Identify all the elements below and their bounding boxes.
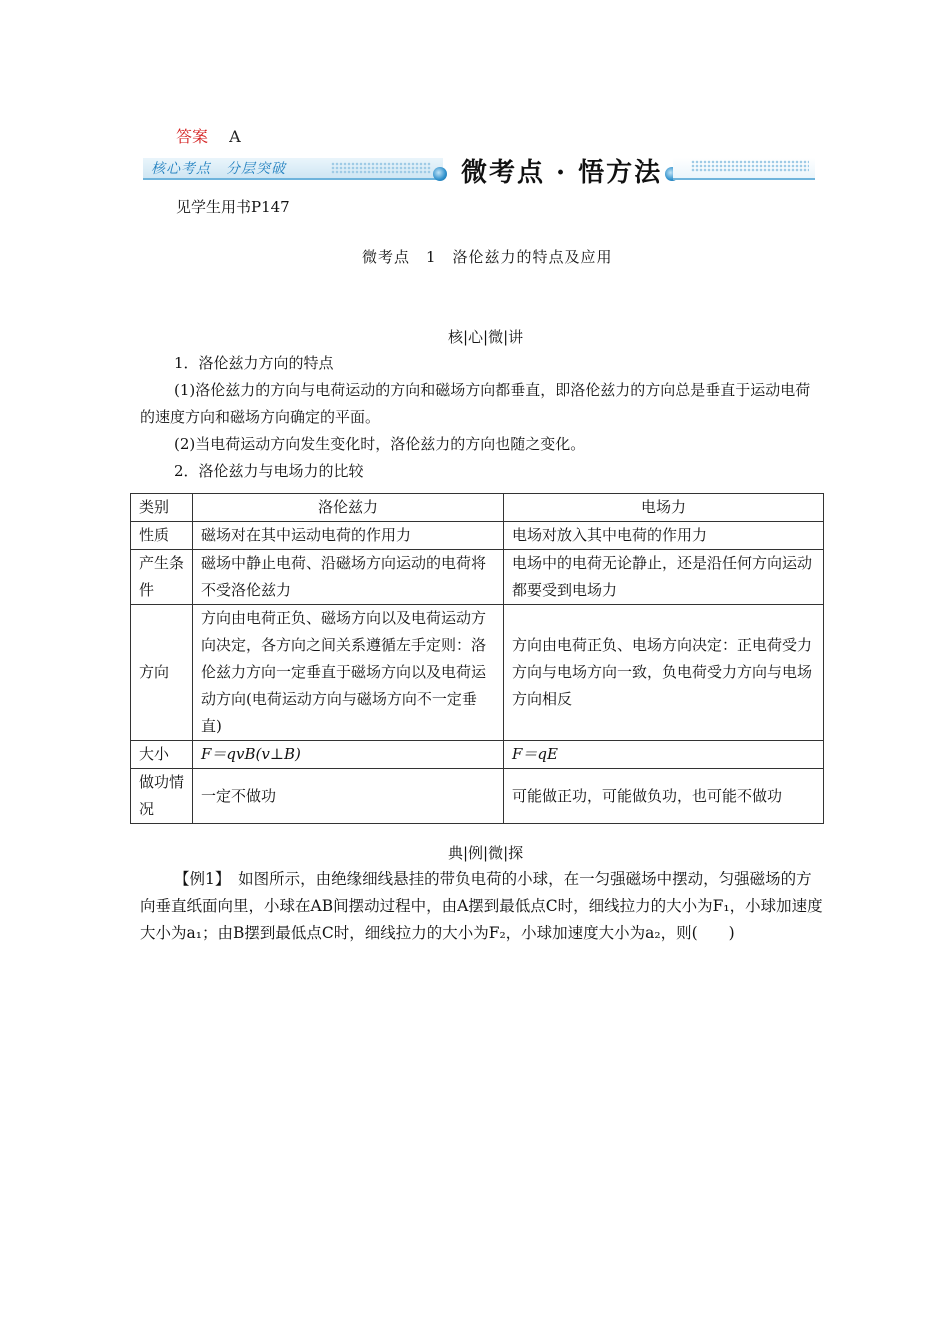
table-header-row	[131, 494, 824, 522]
row-lorentz: 磁场中静止电荷、沿磁场方向运动的电荷将不受洛伦兹力	[193, 550, 504, 605]
example-1	[140, 866, 824, 947]
table-row	[131, 769, 824, 824]
answer-value: A	[229, 127, 241, 146]
row-category: 产生条件	[131, 550, 193, 605]
example-1-text: 如图所示，由绝缘细线悬挂的带负电荷的小球，在一匀强磁场中摆动，匀强磁场的方向垂直纸面向里，小球在AB间摆动过程中，由A摆到最低点C时，细线拉力的大小为F₁，小球加速度大小为a₁；由B摆到最低点C时，细线拉力的大小为F₂，小球加速度大小为a₂，则( )	[140, 870, 823, 942]
table-row	[131, 550, 824, 605]
header-electric: 电场力	[504, 494, 824, 522]
row-electric: 电场对放入其中电荷的作用力	[504, 522, 824, 550]
answer-label: 答案	[176, 127, 209, 146]
banner-dots-left	[331, 162, 431, 174]
table-row	[131, 522, 824, 550]
row-electric: F＝qE	[504, 741, 824, 769]
row-category: 方向	[131, 605, 193, 741]
banner-title: 微考点 · 悟方法	[461, 158, 663, 188]
point1-item2: (2)当电荷运动方向发生变化时，洛伦兹力的方向也随之变化。	[174, 435, 586, 453]
row-lorentz: 磁场对在其中运动电荷的作用力	[193, 522, 504, 550]
header-lorentz: 洛伦兹力	[193, 494, 504, 522]
row-category: 性质	[131, 522, 193, 550]
point1-heading: 1．洛伦兹力方向的特点	[174, 354, 334, 372]
answer-line	[176, 124, 241, 147]
row-category: 大小	[131, 741, 193, 769]
section-heading-example: 典|例|微|探	[448, 844, 524, 862]
banner-knob-left-icon	[433, 167, 447, 181]
row-lorentz: 一定不做功	[193, 769, 504, 824]
point2-heading: 2．洛伦兹力与电场力的比较	[174, 462, 364, 480]
table-row	[131, 741, 824, 769]
row-lorentz: 方向由电荷正负、磁场方向以及电荷运动方向决定，各方向之间关系遵循左手定则：洛伦兹力方向一定垂直于磁场方向以及电荷运动方向(电荷运动方向与磁场方向不一定垂直)	[193, 605, 504, 741]
comparison-table	[130, 493, 824, 824]
section-heading-core: 核|心|微|讲	[448, 328, 524, 346]
point1-item1: (1)洛伦兹力的方向与电荷运动的方向和磁场方向都垂直，即洛伦兹力的方向总是垂直于运动电荷的速度方向和磁场方向确定的平面。	[140, 381, 811, 426]
table-row	[131, 605, 824, 741]
reference-line: 见学生用书P147	[176, 198, 290, 216]
subtitle: 微考点 1 洛伦兹力的特点及应用	[362, 248, 613, 266]
section-banner	[143, 150, 815, 188]
row-electric: 方向由电荷正负、电场方向决定：正电荷受力方向与电场方向一致，负电荷受力方向与电场方向相反	[504, 605, 824, 741]
header-category: 类别	[131, 494, 193, 522]
row-category: 做功情况	[131, 769, 193, 824]
banner-dots-right	[691, 160, 809, 172]
row-electric: 电场中的电荷无论静止，还是沿任何方向运动都要受到电场力	[504, 550, 824, 605]
row-lorentz: F＝qvB(v⊥B)	[193, 741, 504, 769]
row-electric: 可能做正功，可能做负功，也可能不做功	[504, 769, 824, 824]
example-1-label: 【例1】	[174, 870, 223, 888]
banner-left-text: 核心考点 分层突破	[151, 161, 286, 177]
